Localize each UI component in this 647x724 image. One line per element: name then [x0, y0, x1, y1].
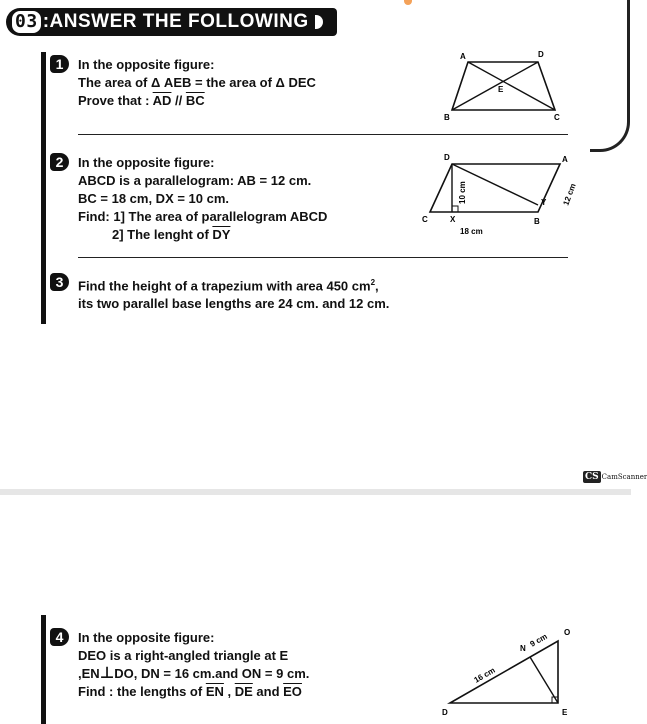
- question-2-text: [78, 154, 327, 244]
- q4-line1: In the opposite figure:: [78, 630, 215, 645]
- q4-label-n: N: [520, 644, 526, 653]
- q1-label-e: E: [498, 85, 504, 94]
- q3-line2: its two parallel base lengths are 24 cm. and 12 cm.: [78, 296, 390, 312]
- q3-line1: Find the height of a trapezium with area 450 $cm^2$,: [78, 278, 379, 294]
- q2-label-y: Y: [541, 198, 547, 207]
- divider-1: [78, 134, 568, 135]
- question-1-text: [78, 56, 316, 110]
- camscanner-logo-icon: CS: [585, 472, 599, 482]
- q2-line5: 2] The lenght of $\overline{DY}$: [112, 227, 231, 242]
- q2-parallelogram-figure: [418, 150, 578, 240]
- q2-label-b: B: [534, 217, 540, 226]
- worksheet-page-2: [0, 495, 631, 724]
- q2-label-c: C: [422, 215, 428, 224]
- question-1-number: 1: [50, 55, 69, 73]
- question-vertical-bar: [41, 52, 46, 324]
- q4-label-on: 9 cm: [528, 631, 549, 649]
- q1-line3: Prove that : $\overline{AD} // \overline{BC}$: [78, 93, 205, 108]
- question-4-text: [78, 629, 309, 701]
- q4-line3: ,EN⊥DO, DN = 16 cm.and ON = 9 cm.: [78, 665, 310, 682]
- section-title: ANSWER THE FOLLOWING: [49, 11, 309, 32]
- camscanner-watermark: [583, 471, 647, 483]
- question-vertical-bar-2: [41, 615, 46, 724]
- q4-label-e: E: [562, 708, 568, 717]
- q2-line3: BC = 18 cm, DX = 10 cm.: [78, 191, 230, 206]
- q1-label-a: A: [460, 52, 466, 61]
- q1-label-d: D: [538, 50, 544, 59]
- q4-triangle-figure: [438, 623, 588, 721]
- q2-line4: Find: 1] The area of parallelogram ABCD: [78, 209, 328, 224]
- camscanner-label: CamScanner: [601, 473, 647, 481]
- q4-label-d: D: [442, 708, 448, 717]
- question-2-number: 2: [50, 153, 69, 171]
- question-3-text: [78, 274, 389, 313]
- q1-line1: In the opposite figure:: [78, 57, 215, 72]
- decorative-bracket: [590, 0, 630, 152]
- q4-label-o: O: [564, 628, 571, 637]
- decorative-dot: [404, 0, 412, 5]
- q1-line2: The area of Δ AEB = the area of Δ DEC: [78, 75, 316, 90]
- q2-line2: ABCD is a parallelogram: AB = 12 cm.: [78, 173, 312, 188]
- q4-label-dn: 16 cm: [472, 665, 497, 685]
- q2-label-d: D: [444, 153, 450, 162]
- q4-line4: Find : the lengths of $\overline{EN}$ , $\overline{DE}$ and $\overline{EO}$: [78, 684, 302, 699]
- q2-label-dx: 10 cm: [458, 181, 467, 204]
- section-number: 03: [12, 11, 41, 33]
- q1-label-b: B: [444, 113, 450, 122]
- q1-trapezium-figure: [440, 48, 570, 124]
- section-header: [6, 8, 337, 36]
- divider-2: [78, 257, 568, 258]
- section-colon: :: [42, 11, 50, 32]
- question-3-number: 3: [50, 273, 69, 291]
- q2-label-a: A: [562, 155, 568, 164]
- q2-label-ab: 12 cm: [561, 182, 578, 207]
- header-end-icon: [315, 15, 323, 29]
- q2-line1: In the opposite figure:: [78, 155, 215, 170]
- q4-line2: DEO is a right-angled triangle at E: [78, 648, 289, 663]
- q1-label-c: C: [554, 113, 560, 122]
- q2-label-bc: 18 cm: [460, 227, 483, 236]
- q2-label-x: X: [450, 215, 456, 224]
- question-4-number: 4: [50, 628, 69, 646]
